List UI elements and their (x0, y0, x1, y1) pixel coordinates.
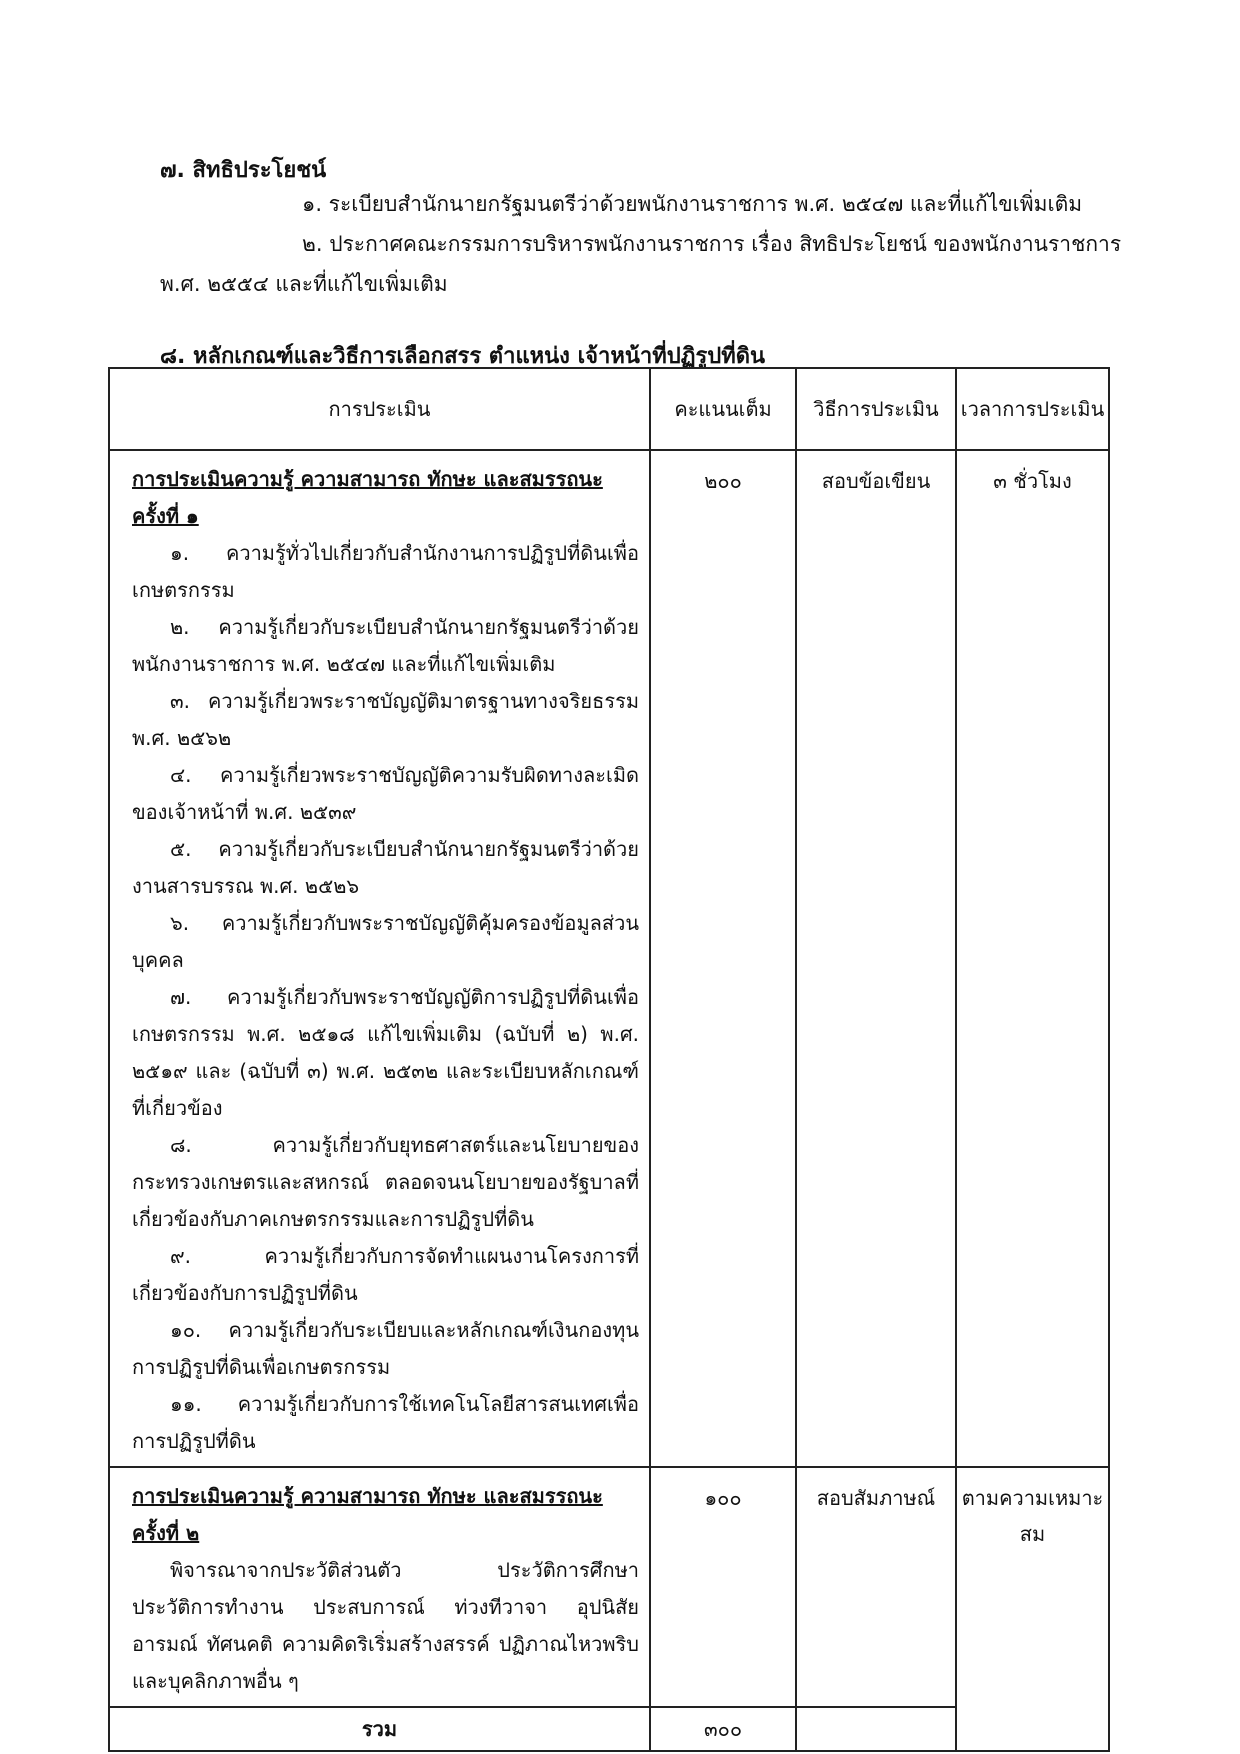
header-full-score: คะแนนเต็ม (650, 368, 796, 450)
section-7-item-2-line-2: พ.ศ. ๒๕๕๔ และที่แก้ไขเพิ่มเติม (160, 272, 448, 296)
round-1-score: ๒๐๐ (650, 450, 796, 1467)
round-1-content (109, 450, 650, 1467)
round-2-time: ตามความเหมาะสม (956, 1467, 1109, 1751)
section-8-title: ๘. หลักเกณฑ์และวิธีการเลือกสรร ตำแหน่ง เจ้าหน้าที่ปฏิรูปที่ดิน (160, 344, 766, 369)
section-7-item-1: ๑. ระเบียบสำนักนายกรัฐมนตรีว่าด้วยพนักงานราชการ พ.ศ. ๒๕๔๗ และที่แก้ไขเพิ่มเติม (302, 192, 1083, 216)
section-7-item-2-line-1: ๒. ประกาศคณะกรรมการบริหารพนักงานราชการ เรื่อง สิทธิประโยชน์ ของพนักงานราชการ (302, 232, 1122, 256)
round-1-time: ๓ ชั่วโมง (956, 450, 1109, 1467)
round-2-content (109, 1467, 650, 1707)
round-2-description: พิจารณาจากประวัติส่วนตัว ประวัติการศึกษา ประวัติการทำงาน ประสบการณ์ ท่วงทีวาจา อุปนิสัย อารมณ์ ทัศนคติ ความคิดริเริ่มสร้างสรรค์ ปฏิภาณไหวพริบและบุคลิกภาพอื่น ๆ (132, 1558, 639, 1693)
total-score: ๓๐๐ (650, 1707, 796, 1751)
round-1-item-11: ๑๑. ความรู้เกี่ยวกับการใช้เทคโนโลยีสารสนเทศเพื่อการปฏิรูปที่ดิน (132, 1392, 639, 1453)
round-1-item-7: ๗. ความรู้เกี่ยวกับพระราชบัญญัติการปฏิรูปที่ดินเพื่อเกษตรกรรม พ.ศ. ๒๕๑๘ แก้ไขเพิ่มเติม (ฉบับที่ ๒) พ.ศ. ๒๕๑๙ และ (ฉบับที่ ๓) พ.ศ. ๒๕๓๒ และระเบียบหลักเกณฑ์ที่เกี่ยวข้อง (132, 985, 639, 1120)
round-2-heading: การประเมินความรู้ ความสามารถ ทักษะ และสมรรถนะ ครั้งที่ ๒ (132, 1484, 603, 1545)
round-2-score: ๑๐๐ (650, 1467, 796, 1707)
total-method-empty (796, 1707, 956, 1751)
round-1-heading: การประเมินความรู้ ความสามารถ ทักษะ และสมรรถนะ ครั้งที่ ๑ (132, 467, 603, 528)
header-method: วิธีการประเมิน (796, 368, 956, 450)
round-1-item-1: ๑. ความรู้ทั่วไปเกี่ยวกับสำนักงานการปฏิรูปที่ดินเพื่อเกษตรกรรม (132, 541, 639, 602)
table-header-row (109, 368, 1109, 450)
round-2-method: สอบสัมภาษณ์ (796, 1467, 956, 1707)
table-row-round-1 (109, 450, 1109, 1467)
header-time: เวลาการประเมิน (956, 368, 1109, 450)
total-label: รวม (109, 1707, 650, 1751)
selection-criteria-table (108, 367, 1110, 1752)
round-1-item-3: ๓. ความรู้เกี่ยวพระราชบัญญัติมาตรฐานทางจริยธรรม พ.ศ. ๒๕๖๒ (132, 689, 639, 750)
round-1-item-5: ๕. ความรู้เกี่ยวกับระเบียบสำนักนายกรัฐมนตรีว่าด้วยงานสารบรรณ พ.ศ. ๒๕๒๖ (132, 837, 639, 898)
round-1-item-9: ๙. ความรู้เกี่ยวกับการจัดทำแผนงานโครงการที่เกี่ยวข้องกับการปฏิรูปที่ดิน (132, 1244, 639, 1305)
round-1-item-6: ๖. ความรู้เกี่ยวกับพระราชบัญญัติคุ้มครองข้อมูลส่วนบุคคล (132, 911, 639, 972)
header-assessment: การประเมิน (109, 368, 650, 450)
table-row-round-2 (109, 1467, 1109, 1707)
round-1-item-2: ๒. ความรู้เกี่ยวกับระเบียบสำนักนายกรัฐมนตรีว่าด้วยพนักงานราชการ พ.ศ. ๒๕๔๗ และที่แก้ไขเพิ่มเติม (132, 615, 639, 676)
round-1-item-4: ๔. ความรู้เกี่ยวพระราชบัญญัติความรับผิดทางละเมิดของเจ้าหน้าที่ พ.ศ. ๒๕๓๙ (132, 763, 639, 824)
round-1-method: สอบข้อเขียน (796, 450, 956, 1467)
round-1-item-8: ๘. ความรู้เกี่ยวกับยุทธศาสตร์และนโยบายของกระทรวงเกษตรและสหกรณ์ ตลอดจนนโยบายของรัฐบาลที่เกี่ยวข้องกับภาคเกษตรกรรมและการปฏิรูปที่ดิน (132, 1133, 639, 1231)
section-7-title: ๗. สิทธิประโยชน์ (160, 158, 327, 183)
round-1-item-10: ๑๐. ความรู้เกี่ยวกับระเบียบและหลักเกณฑ์เงินกองทุนการปฏิรูปที่ดินเพื่อเกษตรกรรม (132, 1318, 639, 1379)
